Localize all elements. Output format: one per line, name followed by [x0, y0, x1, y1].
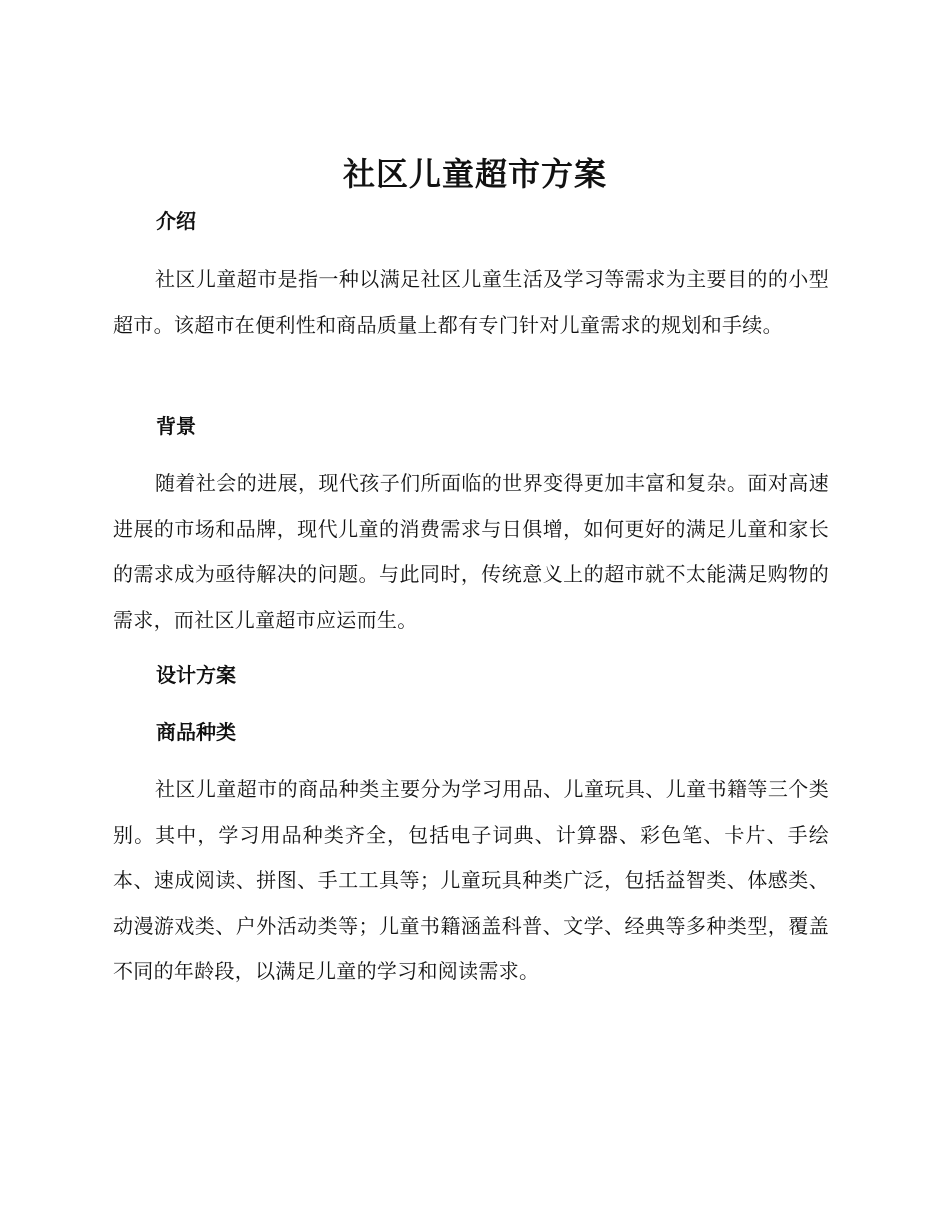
section-heading-design-plan: 设计方案 [156, 663, 236, 687]
section-heading-background: 背景 [156, 414, 196, 438]
section-paragraph-product-categories: 社区儿童超市的商品种类主要分为学习用品、儿童玩具、儿童书籍等三个类别。其中，学习用品种类齐全，包括电子词典、计算器、彩色笔、卡片、手绘本、速成阅读、拼图、手工工具等；儿童玩具种类广泛，包括益智类、体感类、动漫游戏类、户外活动类等；儿童书籍涵盖科普、文学、经典等多种类型，覆盖不同的年龄段，以满足儿童的学习和阅读需求。 [113, 777, 829, 983]
section-paragraph-intro: 社区儿童超市是指一种以满足社区儿童生活及学习等需求为主要目的的小型超市。该超市在便利性和商品质量上都有专门针对儿童需求的规划和手续。 [113, 267, 829, 337]
section-heading-product-categories: 商品种类 [156, 720, 236, 744]
section-paragraph-background: 随着社会的进展，现代孩子们所面临的世界变得更加丰富和复杂。面对高速进展的市场和品牌，现代儿童的消费需求与日俱增，如何更好的满足儿童和家长的需求成为亟待解决的问题。与此同时，传统意义上的超市就不太能满足购物的需求，而社区儿童超市应运而生。 [113, 471, 829, 632]
document-title: 社区儿童超市方案 [342, 155, 607, 193]
section-heading-intro: 介绍 [156, 209, 196, 233]
